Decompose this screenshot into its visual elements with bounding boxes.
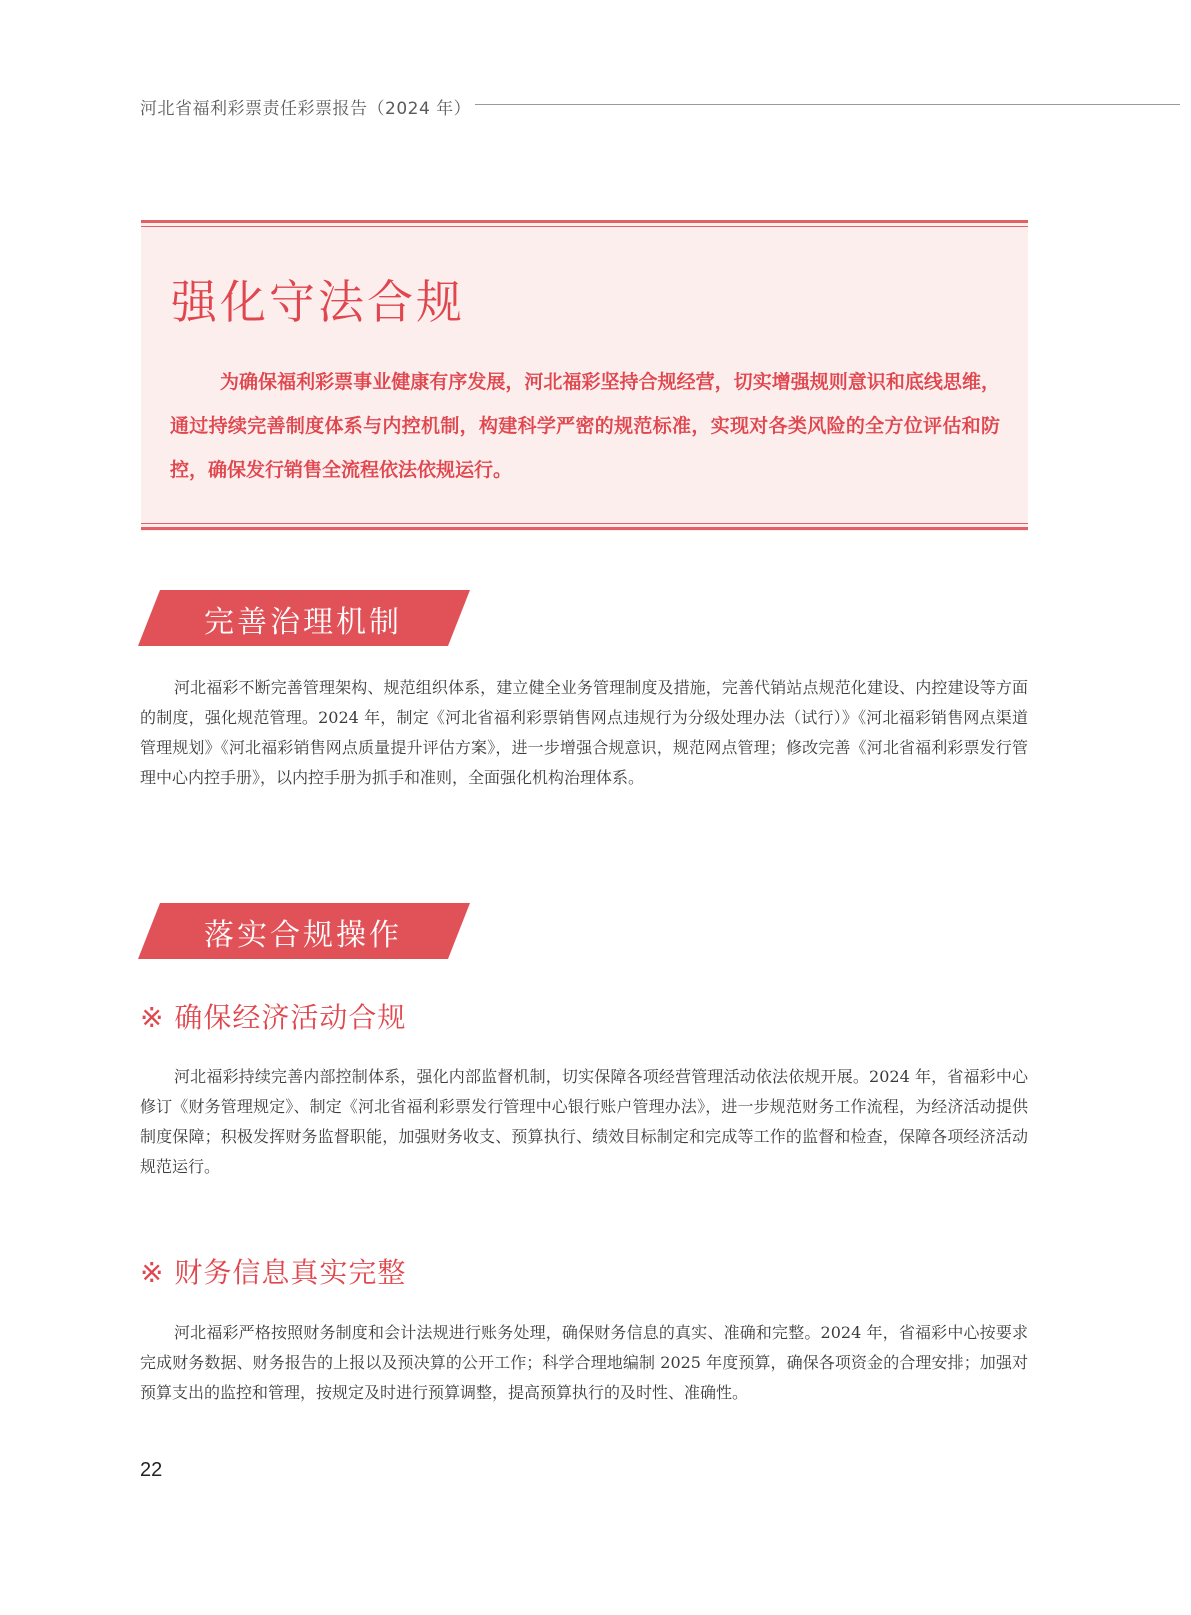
section-banner-compliance: [138, 903, 478, 959]
intro-box: [141, 220, 1028, 531]
report-title: 河北省福利彩票责任彩票报告（2024 年）: [140, 99, 472, 119]
intro-title: 强化守法合规: [171, 275, 465, 329]
page-header: [140, 92, 1180, 119]
section-banner-governance: [138, 590, 478, 646]
financial-info-paragraph: 河北福彩严格按照财务制度和会计法规进行账务处理，确保财务信息的真实、准确和完整。2024 年，省福彩中心按要求完成财务数据、财务报告的上报以及预决算的公开工作；科学合理地编制 2025 年度预算，确保各项资金的合理安排；加强对预算支出的监控和管理，按规定及时进行预算调整，提高预算执行的及时性、准确性。: [140, 1323, 1028, 1402]
intro-top-rule: [141, 220, 1028, 228]
page-number: 22: [140, 1459, 163, 1481]
economic-compliance-paragraph: 河北福彩持续完善内部控制体系，强化内部监督机制，切实保障各项经营管理活动依法依规开展。2024 年，省福彩中心修订《财务管理规定》、制定《河北省福利彩票发行管理中心银行账户管理办法》，进一步规范财务工作流程，为经济活动提供制度保障；积极发挥财务监督职能，加强财务收支、预算执行、绩效目标制定和完成等工作的监督和检查，保障各项经济活动规范运行。: [140, 1067, 1028, 1176]
governance-paragraph: 河北福彩不断完善管理架构、规范组织体系，建立健全业务管理制度及措施，完善代销站点规范化建设、内控建设等方面的制度，强化规范管理。2024 年，制定《河北省福利彩票销售网点违规行为分级处理办法（试行）》《河北福彩销售网点渠道管理规划》《河北福彩销售网点质量提升评估方案》，进一步增强合规意识，规范网点管理；修改完善《河北省福利彩票发行管理中心内控手册》，以内控手册为抓手和准则，全面强化机构治理体系。: [140, 678, 1028, 787]
header-divider: [475, 104, 1180, 105]
subheading-economic-compliance: ※ 确保经济活动合规: [140, 1001, 407, 1034]
intro-bottom-rule: [141, 523, 1028, 531]
subheading-financial-info: ※ 财务信息真实完整: [140, 1256, 407, 1289]
banner-label: 完善治理机制: [204, 605, 402, 640]
banner-label: 落实合规操作: [204, 918, 402, 953]
intro-paragraph: 为确保福利彩票事业健康有序发展，河北福彩坚持合规经营，切实增强规则意识和底线思维，通过持续完善制度体系与内控机制，构建科学严密的规范标准，实现对各类风险的全方位评估和防控，确保发行销售全流程依法依规运行。: [170, 371, 1000, 481]
